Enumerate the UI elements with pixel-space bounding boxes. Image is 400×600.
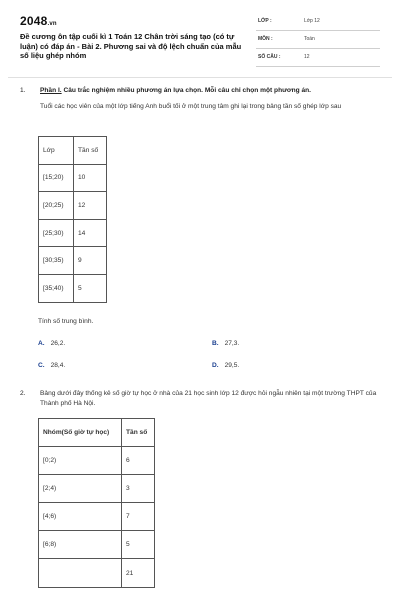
table-row xyxy=(39,192,107,220)
section-title xyxy=(40,86,380,96)
table-cell: 12 xyxy=(74,192,107,220)
table-header: Nhóm(Số giờ tự học) xyxy=(39,419,122,447)
meta-value: 12 xyxy=(304,54,310,60)
header-divider xyxy=(8,77,392,78)
frequency-table-2 xyxy=(38,418,155,588)
table-cell: 7 xyxy=(122,503,155,531)
table-row xyxy=(39,531,155,559)
meta-value: Lớp 12 xyxy=(304,18,320,24)
table-cell: [15;20) xyxy=(39,164,74,192)
table-row xyxy=(39,274,107,302)
table-cell: 10 xyxy=(74,164,107,192)
option-text: 27,3. xyxy=(224,340,240,347)
option-label: B. xyxy=(212,340,219,347)
section-instruction: Câu trắc nghiệm nhiều phương án lựa chọn. Mỗi câu chỉ chọn một phương án. xyxy=(61,87,311,94)
table-header: Tần số xyxy=(122,419,155,447)
option-text: 29,5. xyxy=(224,362,240,369)
meta-label: LỚP : xyxy=(258,18,272,24)
question-prompt: Tính số trung bình. xyxy=(38,318,94,325)
option-label: D. xyxy=(212,362,219,369)
table-cell: [35;40) xyxy=(39,274,74,302)
table-cell: [6;8) xyxy=(39,531,122,559)
logo-suffix: .vn xyxy=(47,21,57,27)
table-cell: 21 xyxy=(122,559,155,587)
question-text: Tuổi các học viên của một lớp tiếng Anh buổi tối ở một trung tâm ghi lại trong bảng tần số ghép lớp sau xyxy=(40,103,342,110)
answer-option-c[interactable] xyxy=(38,362,65,369)
answer-option-a[interactable] xyxy=(38,340,65,347)
table-cell: 14 xyxy=(74,219,107,247)
table-header: Lớp xyxy=(39,137,74,165)
header xyxy=(20,14,380,74)
table-row xyxy=(39,475,155,503)
option-text: 26,2. xyxy=(50,340,66,347)
table-cell: [0;2) xyxy=(39,447,122,475)
meta-row-subject xyxy=(256,34,380,49)
meta-row-class xyxy=(256,16,380,31)
meta-label: SỐ CÂU : xyxy=(258,54,281,60)
table-header-row xyxy=(39,137,107,165)
option-label: A. xyxy=(38,340,45,347)
section-prefix: Phần I. xyxy=(40,87,62,94)
meta-info xyxy=(256,16,380,70)
question-body xyxy=(40,86,380,112)
logo-text: 2048 xyxy=(20,14,48,28)
question-number: 2. xyxy=(20,390,26,397)
meta-row-count xyxy=(256,52,380,67)
option-text: 28,4. xyxy=(50,362,66,369)
table-cell: [20;25) xyxy=(39,192,74,220)
table-header-row xyxy=(39,419,155,447)
table-row xyxy=(39,447,155,475)
table-cell: 9 xyxy=(74,247,107,275)
table-cell: 6 xyxy=(122,447,155,475)
table-cell: [2;4) xyxy=(39,475,122,503)
site-logo[interactable] xyxy=(20,14,57,28)
table-row xyxy=(39,247,107,275)
table-row xyxy=(39,164,107,192)
table-cell: [4;6) xyxy=(39,503,122,531)
table-cell: 5 xyxy=(122,531,155,559)
table-cell: 3 xyxy=(122,475,155,503)
question-text: Bảng dưới đây thống kê số giờ tự học ở nhà của 21 học sinh lớp 12 được hỏi ngẫu nhiên tại một trường THPT của Thành phố Hà Nội. xyxy=(40,390,377,407)
document-title: Đề cương ôn tập cuối kì 1 Toán 12 Chân trời sáng tạo (có tự luận) có đáp án - Bài 2. Phương sai và độ lệch chuẩn của mẫu số liệu ghép nhóm xyxy=(20,32,242,60)
table-cell: [30;35) xyxy=(39,247,74,275)
table-cell: 5 xyxy=(74,274,107,302)
table-row xyxy=(39,559,155,587)
frequency-table-1 xyxy=(38,136,107,303)
table-cell xyxy=(39,559,122,587)
table-header: Tần số xyxy=(74,137,107,165)
question-number: 1. xyxy=(20,87,26,94)
question-body xyxy=(40,389,380,409)
meta-value: Toán xyxy=(304,36,315,42)
table-row xyxy=(39,503,155,531)
option-label: C. xyxy=(38,362,45,369)
answer-option-b[interactable] xyxy=(212,340,239,347)
table-cell: [25;30) xyxy=(39,219,74,247)
answer-option-d[interactable] xyxy=(212,362,239,369)
meta-label: MÔN : xyxy=(258,36,273,42)
table-row xyxy=(39,219,107,247)
